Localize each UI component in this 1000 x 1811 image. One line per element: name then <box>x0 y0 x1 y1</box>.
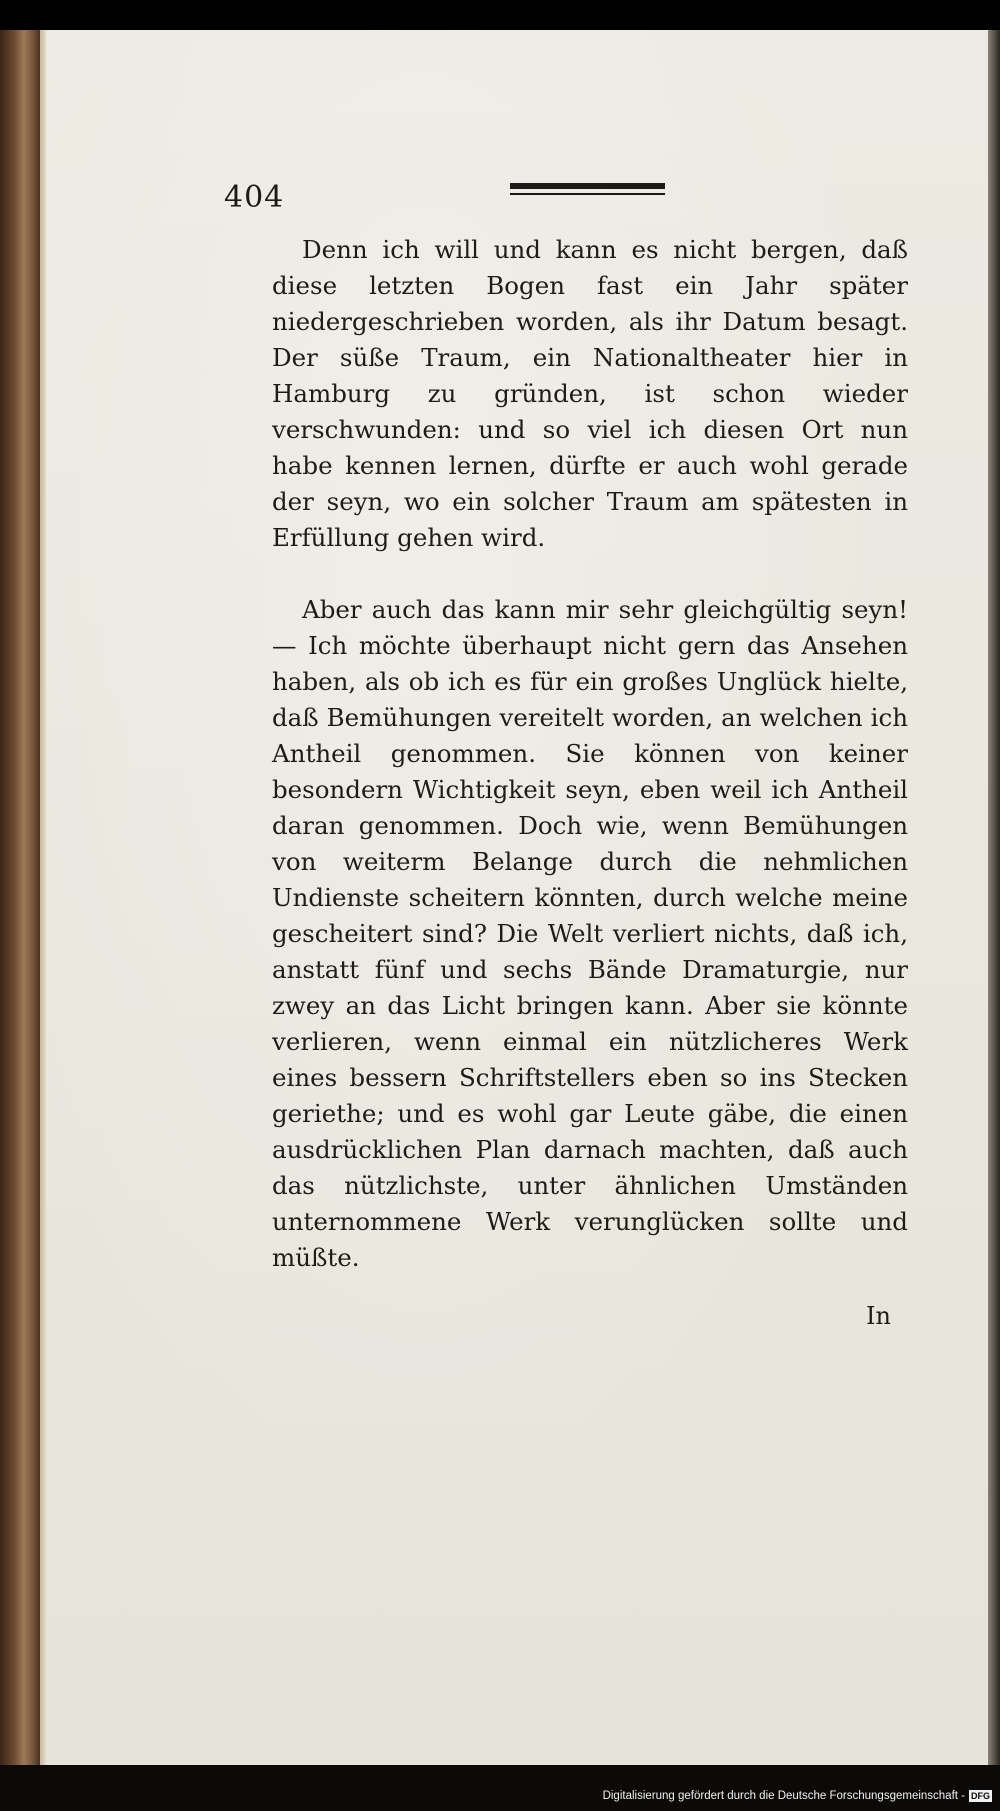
paragraph-2: Aber auch das kann mir sehr gleichgültig seyn! — Ich möchte überhaupt nicht gern das Ansehen haben, als ob ich es für ein großes Unglück hielte, daß Bemühungen vereitelt worden, an welchen ich Antheil genommen. Sie können von keiner besondern Wichtigkeit seyn, eben weil ich Antheil daran genommen. Doch wie, wenn Bemühungen von weiterm Belange durch die nehmlichen Undienste scheitern könnten, durch welche meine gescheitert sind? Die Welt verliert nichts, daß ich, anstatt fünf und sechs Bände Dramaturgie, nur zwey an das Licht bringen kann. Aber sie könnte verlieren, wenn einmal ein nützlicheres Werk eines bessern Schriftstellers eben so ins Stecken geriethe; und es wohl gar Leute gäbe, die einen ausdrücklichen Plan darnach machten, daß auch das nützlichste, unter ähnlichen Umständen unternommene Werk verunglücken sollte und müßte. <box>272 595 908 1272</box>
book-binding-edge <box>0 30 40 1765</box>
page-right-edge <box>988 30 1000 1765</box>
dfg-logo: DFG <box>971 1791 990 1801</box>
scanner-bottom-band <box>0 1765 1000 1811</box>
scanner-top-band <box>0 0 1000 30</box>
body-text <box>272 232 908 1276</box>
header-rule-thin-line <box>510 193 665 195</box>
header-rule-thick-line <box>510 183 665 189</box>
paragraph-1: Denn ich will und kann es nicht bergen, daß diese letzten Bogen fast ein Jahr später niedergeschrieben worden, als ihr Datum besagt. Der süße Traum, ein Nationaltheater hier in Hamburg zu gründen, ist schon wieder verschwunden: und so viel ich diesen Ort nun habe kennen lernen, dürfte er auch wohl gerade der seyn, wo ein solcher Traum am spätesten in Erfüllung gehen wird. <box>272 235 908 552</box>
header-rule <box>510 183 665 197</box>
digitization-credit <box>603 1790 992 1802</box>
page-number: 404 <box>224 180 285 215</box>
digitization-credit-text: Digitalisierung gefördert durch die Deutsche Forschungsgemeinschaft - <box>602 1790 965 1802</box>
catchword: In <box>866 1302 891 1330</box>
